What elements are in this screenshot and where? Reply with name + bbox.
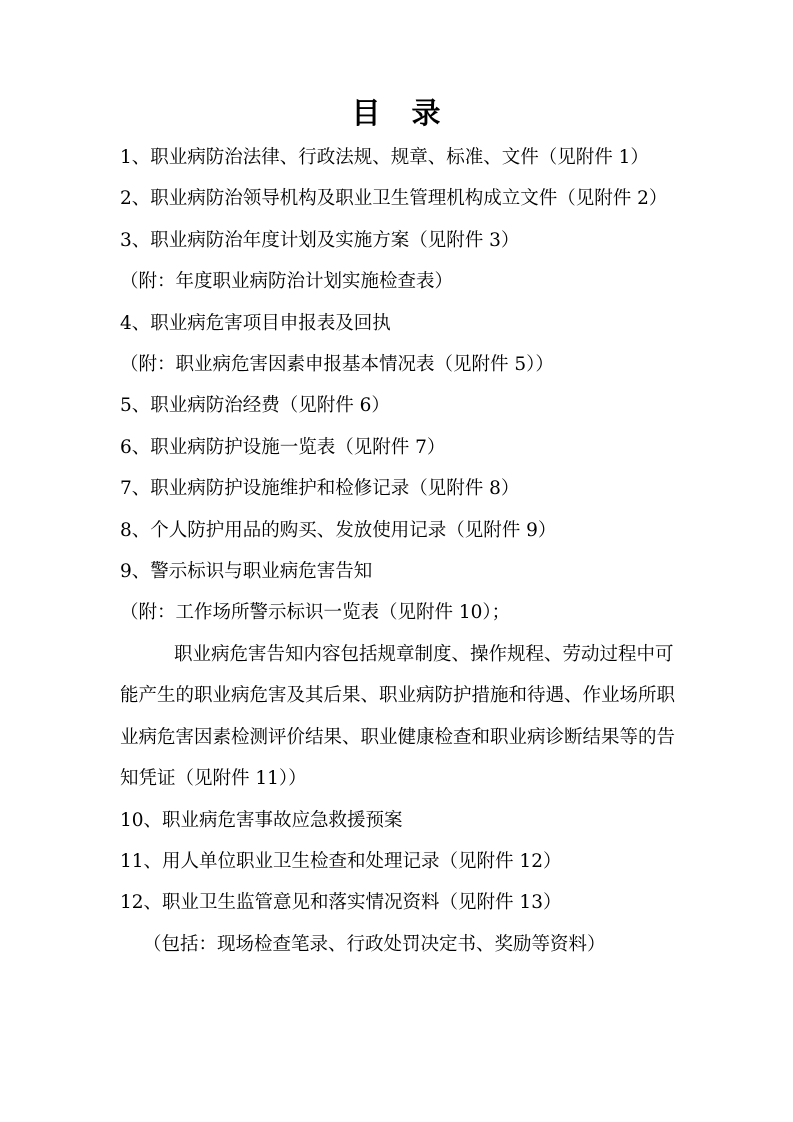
toc-line-attachment-note: （附：工作场所警示标识一览表（见附件 10）；: [120, 602, 511, 624]
toc-line: 4、职业病危害项目申报表及回执: [120, 312, 391, 334]
toc-line: 8、个人防护用品的购买、发放使用记录（见附件 9）: [120, 519, 557, 541]
toc-line-note-continuation: 业病危害因素检测评价结果、职业健康检查和职业病诊断结果等的告: [120, 726, 676, 748]
toc-line: 12、职业卫生监管意见和落实情况资料（见附件 13）: [120, 892, 562, 914]
toc-line-attachment-note: （附：年度职业病防治计划实施检查表）: [120, 271, 454, 293]
toc-line: 7、职业病防护设施维护和检修记录（见附件 8）: [120, 478, 520, 500]
toc-line: 9、警示标识与职业病危害告知: [120, 561, 373, 583]
toc-line: 3、职业病防治年度计划及实施方案（见附件 3）: [120, 229, 520, 251]
toc-line: 10、职业病危害事故应急救援预案: [120, 809, 403, 831]
page-title: 目 录: [351, 96, 442, 130]
toc-line-note-continuation: 职业病危害告知内容包括规章制度、操作规程、劳动过程中可: [174, 643, 674, 665]
toc-line-attachment-note: （附：职业病危害因素申报基本情况表（见附件 5））: [120, 354, 554, 376]
toc-line: 2、职业病防治领导机构及职业卫生管理机构成立文件（见附件 2）: [120, 188, 668, 210]
table-of-contents: [120, 137, 676, 965]
toc-line: 6、职业病防护设施一览表（见附件 7）: [120, 436, 446, 458]
toc-line: 5、职业病防治经费（见附件 6）: [120, 395, 390, 417]
toc-line: 1、职业病防治法律、行政法规、规章、标准、文件（见附件 1）: [120, 147, 649, 168]
toc-line-note-continuation: 知凭证（见附件 11））: [120, 768, 307, 790]
toc-line-inclusion-note: （包括：现场检查笔录、行政处罚决定书、奖励等资料）: [143, 933, 606, 955]
toc-line-note-continuation: 能产生的职业病危害及其后果、职业病防护措施和待遇、作业场所职: [120, 685, 676, 707]
toc-line: 11、用人单位职业卫生检查和处理记录（见附件 12）: [120, 850, 562, 872]
